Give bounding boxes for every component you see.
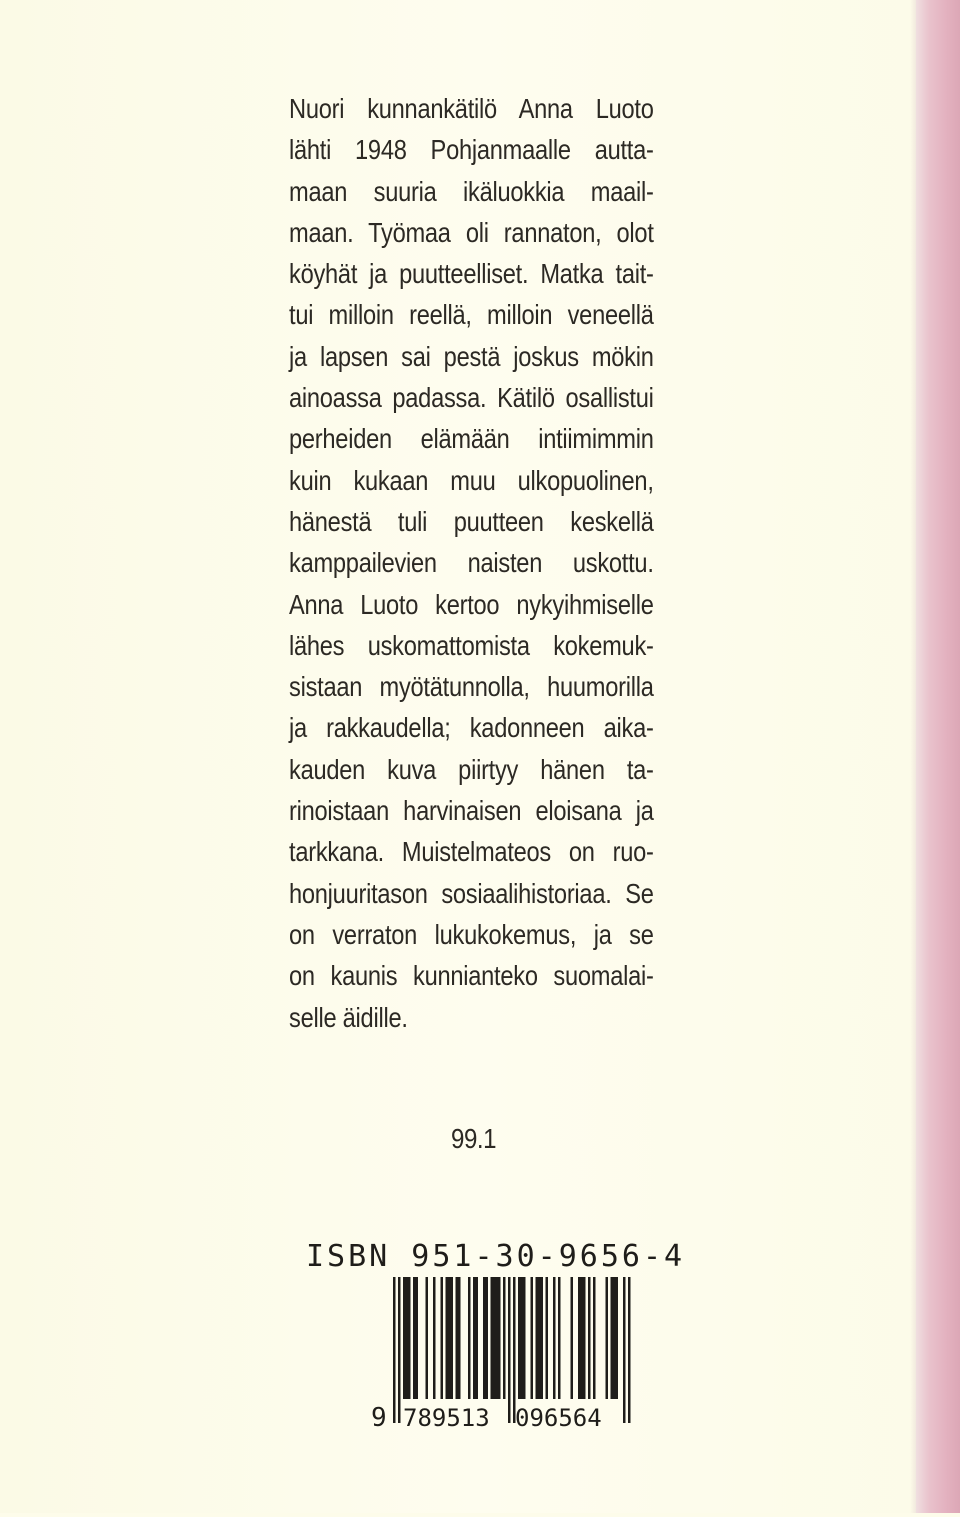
barcode-bar	[571, 1277, 574, 1399]
barcode-bar	[518, 1277, 521, 1399]
blurb-line: ainoassa padassa. Kätilö osallistui	[289, 382, 654, 414]
blurb-line: ja lapsen sai pestä joskus mökin	[289, 340, 654, 372]
barcode-digit-prefix: 9	[371, 1403, 387, 1433]
barcode-bar	[536, 1277, 539, 1399]
blurb-text	[289, 88, 654, 1038]
blurb-line: on verraton lukukokemus, ja se	[289, 918, 654, 950]
barcode-bar	[441, 1277, 444, 1399]
barcode-bar	[558, 1277, 561, 1399]
barcode-bar	[496, 1277, 499, 1399]
barcode-bar	[451, 1277, 454, 1399]
blurb-line: köyhät ja puutteelliset. Matka tait-	[289, 258, 654, 290]
barcode-bar	[523, 1277, 526, 1399]
barcode-bar	[491, 1277, 494, 1399]
barcode-bar	[483, 1277, 486, 1399]
blurb-line: tui milloin reellä, milloin veneellä	[289, 299, 654, 331]
barcode-digits-left: 789513	[403, 1404, 490, 1432]
barcode-bar	[606, 1277, 609, 1399]
barcode-bar	[408, 1277, 411, 1399]
barcode-bar	[468, 1277, 471, 1399]
barcode-bar	[476, 1277, 479, 1399]
blurb-line: sistaan myötätunnolla, huumorilla	[289, 671, 654, 703]
blurb-line: Anna Luoto kertoo nykyihmiselle	[289, 588, 654, 620]
book-spine	[916, 0, 960, 1513]
barcode-bar	[546, 1277, 549, 1399]
blurb-line: selle äidille.	[289, 1001, 408, 1033]
barcode-bar	[413, 1277, 416, 1399]
barcode-bar	[531, 1277, 534, 1399]
blurb-line: lähti 1948 Pohjanmaalle autta-	[289, 134, 654, 166]
barcode-bar	[593, 1277, 596, 1399]
blurb-line: kuin kukaan muu ulkopuolinen,	[289, 464, 654, 496]
barcode-bar	[583, 1277, 586, 1399]
blurb-line: maan suuria ikäluokkia maail-	[289, 175, 654, 207]
barcode-bar	[446, 1277, 449, 1399]
barcode-bar	[486, 1277, 489, 1399]
blurb-line: rinoistaan harvinaisen eloisana ja	[289, 795, 654, 827]
isbn-label: ISBN 951-30-9656-4	[306, 1239, 686, 1274]
blurb-line: perheiden elämään intiimimmin	[289, 423, 654, 455]
barcode-bar	[521, 1277, 524, 1399]
barcode-bar	[613, 1277, 616, 1399]
barcode-bar	[473, 1277, 476, 1399]
barcode-bar	[503, 1277, 506, 1399]
blurb-line: kamppailevien naisten uskottu.	[289, 547, 654, 579]
blurb-line: maan. Työmaa oli rannaton, olot	[289, 216, 654, 248]
barcode-bar	[541, 1277, 544, 1399]
blurb-line: Nuori kunnankätilö Anna Luoto	[289, 93, 654, 124]
barcode-bar	[581, 1277, 584, 1399]
barcode-bar	[398, 1277, 401, 1423]
barcode-bar	[458, 1277, 461, 1399]
barcode-bar	[611, 1277, 614, 1399]
barcode-bar	[513, 1277, 516, 1423]
barcode-bar	[553, 1277, 556, 1399]
barcode-bar	[403, 1277, 406, 1399]
barcode-bar	[498, 1277, 501, 1399]
barcode-bar	[456, 1277, 459, 1399]
barcode-bar	[406, 1277, 409, 1399]
barcode-graphic	[365, 1277, 641, 1513]
blurb-line: ja rakkaudella; kadonneen aika-	[289, 712, 654, 744]
barcode-bar	[616, 1277, 619, 1399]
barcode-bar	[416, 1277, 419, 1399]
barcode-bar	[433, 1277, 436, 1399]
price-code: 99.1	[451, 1123, 497, 1154]
barcode-bar	[426, 1277, 429, 1399]
barcode-bar	[508, 1277, 511, 1423]
blurb-line: honjuuritason sosiaalihistoriaa. Se	[289, 877, 654, 909]
blurb-line: lähes uskomattomista kokemuk-	[289, 629, 654, 661]
barcode-bar	[588, 1277, 591, 1399]
barcode-digits-right: 096564	[515, 1404, 602, 1432]
barcode-bar	[393, 1277, 396, 1423]
barcode-bar	[493, 1277, 496, 1399]
barcode-bar	[448, 1277, 451, 1399]
barcode-bar	[628, 1277, 631, 1423]
blurb-line: on kaunis kunnianteko suomalai-	[289, 960, 654, 992]
barcode-bar	[623, 1277, 626, 1423]
blurb-line: hänestä tuli puutteen keskellä	[289, 505, 654, 537]
blurb-line: tarkkana. Muistelmateos on ruo-	[289, 836, 654, 868]
barcode-bar	[578, 1277, 581, 1399]
ean-barcode	[365, 1277, 641, 1517]
barcode-bar	[538, 1277, 541, 1399]
blurb-line: kauden kuva piirtyy hänen ta-	[289, 753, 654, 785]
